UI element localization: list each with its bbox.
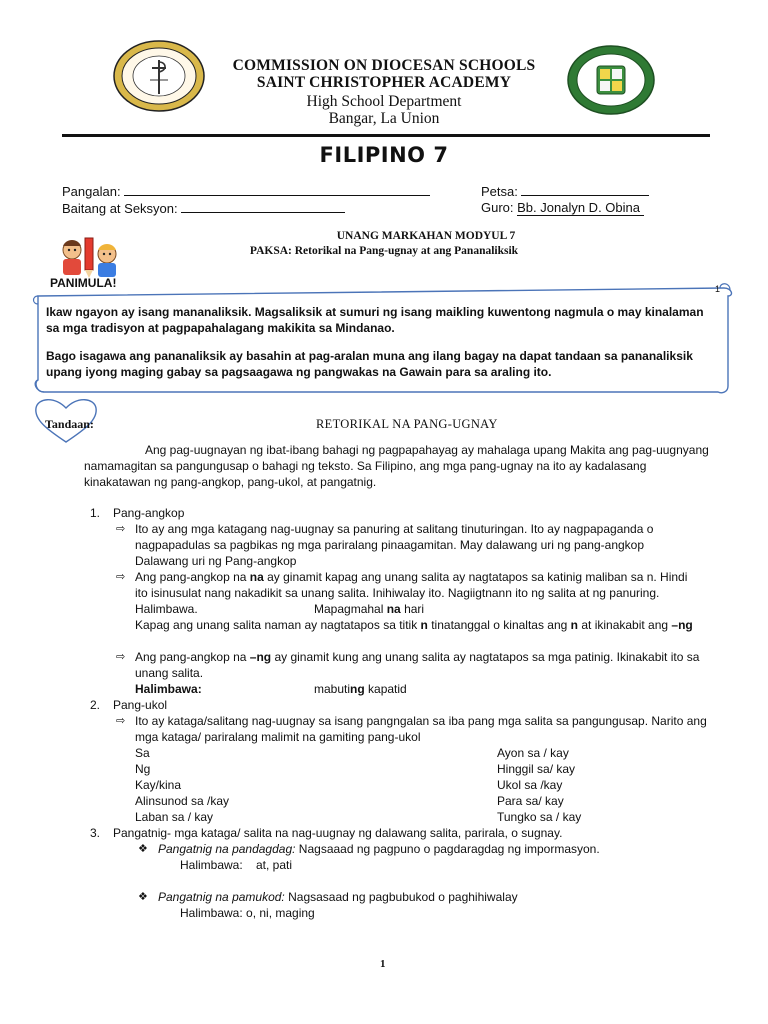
kids-pencil-icon bbox=[58, 232, 124, 280]
arrow-bullet-icon: ⇨ bbox=[116, 522, 126, 535]
date-blank[interactable] bbox=[521, 183, 649, 196]
department-name: High School Department bbox=[306, 93, 462, 110]
section-2-title: Pang-ukol bbox=[113, 698, 168, 712]
s2-bullet-1-line-2: mga kataga/ pariralang malimit na gamiting pang-ukol bbox=[135, 730, 421, 744]
section-1-number: 1. bbox=[90, 506, 101, 520]
header-divider bbox=[62, 134, 710, 137]
date-label: Petsa: bbox=[481, 184, 518, 199]
s1-bullet-2-example: Mapagmahal na hari bbox=[314, 602, 425, 616]
intro-scroll-frame bbox=[30, 278, 742, 398]
pang-ukol-left-item: Ng bbox=[135, 762, 151, 776]
pang-ukol-right-item: Tungko sa / kay bbox=[497, 810, 582, 824]
pang-ukol-right-item: Para sa/ kay bbox=[497, 794, 564, 808]
diamond-bullet-icon: ❖ bbox=[138, 890, 148, 903]
s1-bullet-2-example-label: Halimbawa. bbox=[135, 602, 198, 616]
lesson-intro-line-3: kinakatawan ng pang-angkop, pang-ukol, at pangatnig. bbox=[84, 475, 377, 489]
section-1-title: Pang-angkop bbox=[113, 506, 185, 520]
grade-section-label: Baitang at Seksyon: bbox=[62, 201, 178, 216]
s1-bullet-1-line-3: Dalawang uri ng Pang-angkop bbox=[135, 554, 297, 568]
s1-bullet-3-example-label: Halimbawa: bbox=[135, 682, 202, 696]
name-blank[interactable] bbox=[124, 183, 430, 196]
s1-bullet-1-line-1: Ito ay ang mga katagang nag-uugnay sa panuring at salitang tinuturingan. Ito ay nagpapaganda o bbox=[135, 522, 654, 536]
date-field[interactable] bbox=[481, 183, 649, 199]
saint-christopher-seal-logo bbox=[566, 44, 656, 116]
section-2-number: 2. bbox=[90, 698, 101, 712]
s2-bullet-1-line-1: Ito ay kataga/salitang nag-uugnay sa isang pangngalan sa iba pang mga salita sa pangungusap. Narito ang bbox=[135, 714, 707, 728]
s1-bullet-3-example: mabuting kapatid bbox=[314, 682, 407, 696]
arrow-bullet-icon: ⇨ bbox=[116, 714, 126, 727]
page-title: FILIPINO 7 bbox=[319, 143, 449, 167]
s1-bullet-1-line-2: nagpapadulas sa pagbikas ng mga pariralang pinaagamitan. May dalawang uri ng pang-angkop bbox=[135, 538, 645, 552]
name-field[interactable] bbox=[62, 183, 430, 199]
school-location: Bangar, La Union bbox=[328, 110, 440, 127]
page-number: 1 bbox=[380, 958, 386, 970]
school-name: SAINT CHRISTOPHER ACADEMY bbox=[256, 74, 512, 91]
scroll-numeral: 1 bbox=[715, 284, 721, 294]
grade-section-field[interactable] bbox=[62, 200, 345, 216]
pang-ukol-right-item: Ayon sa / kay bbox=[497, 746, 569, 760]
s1-bullet-2-line-2: ito isinusulat nang nakadikit sa unang salita. Inihiwalay ito. Nagiigtnann ito ng salita at ng panuring. bbox=[135, 586, 660, 600]
s3-bullet-2-example: Halimbawa: o, ni, maging bbox=[180, 906, 315, 920]
tandaan-label: Tandaan: bbox=[45, 417, 94, 431]
lesson-intro-line-1: Ang pag-uugnayan ng ibat-ibang bahagi ng pagpapahayag ay mahalaga upang Makita ang pag-uugnyang bbox=[145, 443, 709, 457]
topic-heading: PAKSA: Retorikal na Pang-ugnay at ang Pananaliksik bbox=[249, 245, 519, 257]
s1-bullet-3-line-1: Ang pang-angkop na –ng ay ginamit kung ang unang salita ay nagtatapos sa mga patinig. Ikinakabit ito sa bbox=[135, 650, 700, 664]
s1-bullet-2-line-1: Ang pang-angkop na na ay ginamit kapag ang unang salita ay nagtatapos sa katinig maliban sa n. Hindi bbox=[135, 570, 688, 584]
arrow-bullet-icon: ⇨ bbox=[116, 650, 126, 663]
org-name: COMMISSION ON DIOCESAN SCHOOLS bbox=[232, 57, 536, 74]
intro-paragraph-1: Ikaw ngayon ay isang mananaliksik. Magsaliksik at sumuri ng isang maikling kuwentong nagmula o may kinalaman sa mga tradisyon at pagpapahalagang makikita sa Mindanao. bbox=[46, 305, 704, 335]
s3-bullet-1-example: at, pati bbox=[256, 858, 293, 872]
teacher-label: Guro: bbox=[481, 200, 514, 215]
pang-ukol-left-item: Sa bbox=[135, 746, 150, 760]
section-3-number: 3. bbox=[90, 826, 101, 840]
grade-section-blank[interactable] bbox=[181, 200, 345, 213]
s1-bullet-3-line-2: unang salita. bbox=[135, 666, 204, 680]
quarter-heading: UNANG MARKAHAN MODYUL 7 bbox=[336, 230, 516, 242]
arrow-bullet-icon: ⇨ bbox=[116, 570, 126, 583]
teacher-field bbox=[481, 200, 644, 215]
pang-ukol-right-item: Ukol sa /kay bbox=[497, 778, 563, 792]
pang-ukol-left-item: Alinsunod sa /kay bbox=[135, 794, 230, 808]
teacher-name: Bb. Jonalyn D. Obina bbox=[517, 200, 644, 216]
s1-bullet-2-line-4: Kapag ang unang salita naman ay nagtatapos sa titik n tinatanggal o kinaltas ang n at ikinakabit ang –ng bbox=[135, 618, 693, 632]
s3-bullet-2: Pangatnig na pamukod: Nagsasaad ng pagbubukod o paghihiwalay bbox=[158, 890, 518, 904]
pang-ukol-left-item: Laban sa / kay bbox=[135, 810, 214, 824]
s3-bullet-1-example-label: Halimbawa: bbox=[180, 858, 243, 872]
pang-ukol-left-item: Kay/kina bbox=[135, 778, 182, 792]
name-label: Pangalan: bbox=[62, 184, 121, 199]
intro-label: PANIMULA! bbox=[50, 276, 117, 290]
lesson-intro-line-2: namamagitan sa pangungusap o bahagi ng teksto. Sa Filipino, ang mga pang-ugnay na ito ay kadalasang bbox=[84, 459, 647, 473]
lesson-heading: RETORIKAL NA PANG-UGNAY bbox=[316, 417, 498, 431]
section-3-title: Pangatnig- mga kataga/ salita na nag-uugnay ng dalawang salita, parirala, o sugnay. bbox=[113, 826, 563, 840]
pang-ukol-right-item: Hinggil sa/ kay bbox=[497, 762, 576, 776]
intro-paragraph-2: Bago isagawa ang pananaliksik ay basahin at pag-aralan muna ang ilang bagay na dapat tandaan sa pananaliksik upang iyong maging gabay sa pagsaagawa ng pangwakas na Gawain para sa araling ito. bbox=[46, 349, 693, 379]
diamond-bullet-icon: ❖ bbox=[138, 842, 148, 855]
s3-bullet-1: Pangatnig na pandagdag: Nagsaaad ng pagpuno o pagdaragdag ng impormasyon. bbox=[158, 842, 600, 856]
